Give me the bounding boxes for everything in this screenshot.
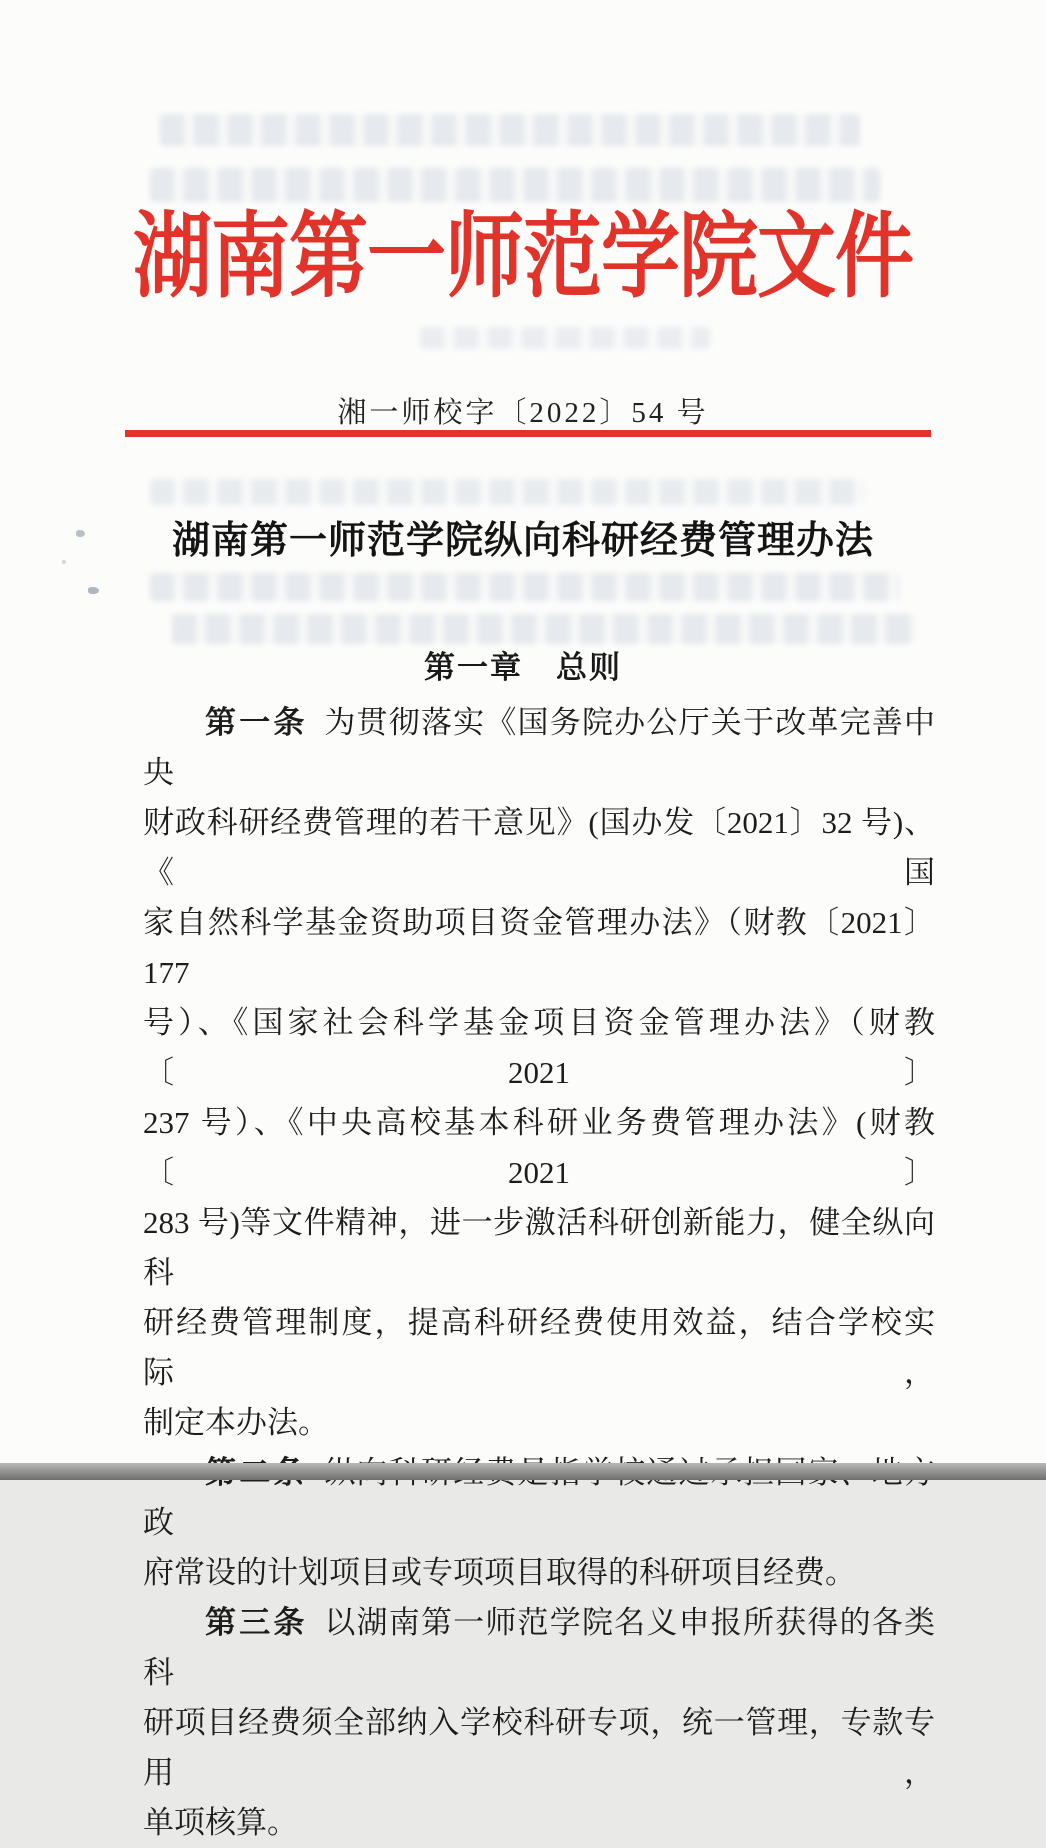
chapter-heading: 第一章 总则 xyxy=(424,650,622,685)
body-line: 财政科研经费管理的若干意见》(国办发〔2021〕32 号)、《国 xyxy=(143,805,935,890)
article-number-label: 第一条 xyxy=(205,705,308,740)
bleedthrough-artifact xyxy=(150,479,865,505)
article-number-label: 第三条 xyxy=(205,1605,308,1640)
body-line: 制定本办法。 xyxy=(143,1405,329,1440)
bleedthrough-artifact xyxy=(420,327,710,349)
ink-speck xyxy=(88,587,99,594)
document-reference-number: 湘一师校字〔2022〕54 号 xyxy=(337,397,709,429)
bleedthrough-artifact xyxy=(150,573,900,601)
document-body xyxy=(143,698,935,1848)
body-line: 家自然科学基金资助项目资金管理办法》（财教〔2021〕177 xyxy=(143,905,935,990)
red-divider-line xyxy=(125,430,931,437)
body-line: 研经费管理制度，提高科研经费使用效益，结合学校实际， xyxy=(143,1305,935,1390)
body-line: 237 号）、《中央高校基本科研业务费管理办法》(财教〔2021〕 xyxy=(143,1105,935,1190)
scan-bottom-edge xyxy=(0,1463,1046,1480)
body-line: 单项核算。 xyxy=(143,1805,298,1840)
body-line: 第一条 为贯彻落实《国务院办公厅关于改革完善中央 xyxy=(143,705,936,790)
body-line: 第三条 以湖南第一师范学院名义申报所获得的各类科 xyxy=(143,1605,936,1690)
letterhead-org-title: 湖南第一师范学院文件 xyxy=(133,207,913,310)
body-line: 283 号)等文件精神，进一步激活科研创新能力，健全纵向科 xyxy=(143,1205,935,1290)
body-line: 号）、《国家社会科学基金项目资金管理办法》（财教〔2021〕 xyxy=(143,1005,935,1090)
bleedthrough-artifact xyxy=(160,114,860,146)
document-title: 湖南第一师范学院纵向科研经费管理办法 xyxy=(171,520,874,562)
bleedthrough-artifact xyxy=(150,168,880,202)
bleedthrough-artifact xyxy=(172,614,917,644)
body-line: 府常设的计划项目或专项项目取得的科研项目经费。 xyxy=(143,1555,856,1590)
body-line: 研项目经费须全部纳入学校科研专项，统一管理，专款专用， xyxy=(143,1705,935,1790)
body-line: 政 xyxy=(143,1448,935,1548)
